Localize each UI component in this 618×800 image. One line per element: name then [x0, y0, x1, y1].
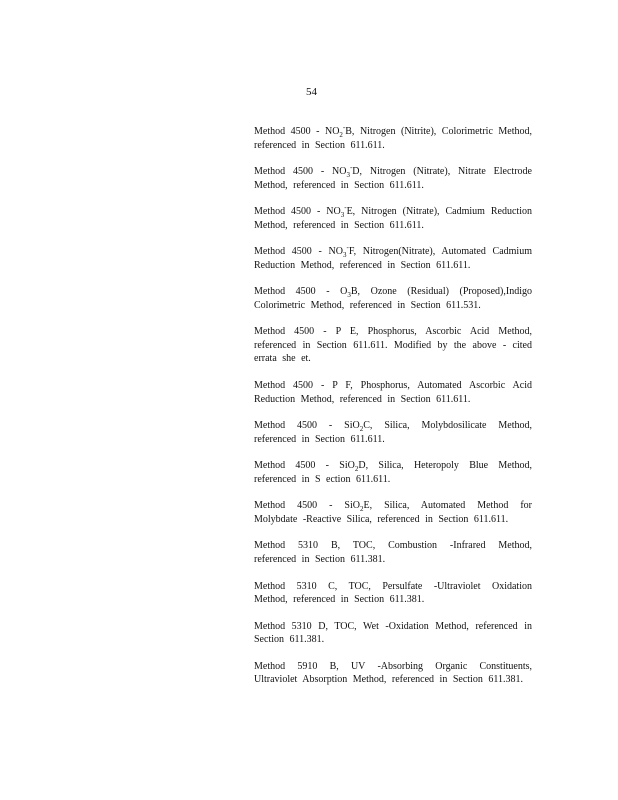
entry-subscript: 2 [359, 505, 364, 514]
entry-tail: B, Nitrogen (Nitrite), Colorimetric Method, referenced in Section 611.611. [254, 126, 532, 151]
entry-superscript: - [342, 123, 346, 132]
entry-tail: C, Silica, Molybdosilicate Method, referenced in Section 611.611. [254, 420, 533, 445]
list-item [254, 325, 532, 366]
entry-head: Method 4500 - SiO [254, 460, 355, 472]
entry-subscript: 2 [339, 131, 343, 139]
list-item [254, 620, 532, 647]
entry-subscript: 2 [359, 425, 364, 434]
entry-subscript: 3 [340, 211, 345, 220]
method-reference-list [254, 125, 532, 700]
entry-head: Method 4500 - NO [254, 126, 340, 137]
entry-head: Method 4500 - NO [254, 206, 341, 218]
entry-tail: E, Silica, Automated Method for Molybdate -Reactive Silica, referenced in Section 611.611. [254, 500, 532, 525]
entry-head: Method 5310 C, TOC, Persulfate -Ultraviolet Oxidation Method, referenced in Section 611.381. [254, 580, 532, 606]
page-number: 54 [306, 86, 317, 98]
list-item [254, 205, 532, 232]
list-item [254, 660, 532, 687]
entry-subscript: 3 [342, 251, 347, 260]
entry-head: Method 4500 - SiO [254, 420, 360, 432]
list-item [254, 285, 532, 312]
entry-head: Method 4500 - SiO [254, 500, 360, 512]
entry-head: Method 5310 B, TOC, Combustion -Infrared Method, referenced in Section 611.381. [254, 540, 532, 565]
entry-tail: E, Nitrogen (Nitrate), Cadmium Reduction Method, referenced in Section 611.611. [254, 206, 532, 231]
entry-head: Method 4500 - O [254, 286, 348, 298]
list-item [254, 580, 532, 607]
entry-head: Method 4500 - P F, Phosphorus, Automated Ascorbic Acid Reduction Method, referenced in Section 611.611. [254, 380, 532, 405]
list-item [254, 245, 532, 272]
entry-subscript: 2 [354, 465, 359, 474]
list-item [254, 125, 532, 152]
list-item [254, 459, 532, 486]
entry-subscript: 3 [346, 171, 350, 180]
entry-head: Method 4500 - NO [254, 166, 347, 178]
entry-head: Method 4500 - P E, Phosphorus, Ascorbic Acid Method, referenced in Section 611.611. Modified by the above - cited errata she et. [254, 326, 532, 365]
entry-superscript: - [346, 243, 349, 252]
list-item [254, 419, 532, 446]
entry-superscript: - [344, 203, 347, 212]
entry-tail: F, Nitrogen(Nitrate), Automated Cadmium Reduction Method, referenced in Section 611.611. [254, 246, 532, 271]
entry-head: Method 5310 D, TOC, Wet -Oxidation Method, referenced in Section 611.381. [254, 620, 532, 646]
entry-tail: B, Ozone (Residual) (Proposed),Indigo Colorimetric Method, referenced in Section 611.531. [254, 286, 532, 311]
entry-head: Method 4500 - NO [254, 246, 343, 258]
entry-tail: D, Silica, Heteropoly Blue Method, referenced in S ection 611.611. [254, 460, 533, 485]
entry-superscript: - [349, 163, 353, 172]
entry-tail: D, Nitrogen (Nitrate), Nitrate Electrode Method, referenced in Section 611.611. [254, 166, 532, 191]
list-item [254, 165, 532, 192]
entry-head: Method 5910 B, UV -Absorbing Organic Constituents, Ultraviolet Absorption Method, referenced in Section 611.381. [254, 660, 532, 686]
list-item [254, 539, 532, 566]
list-item [254, 379, 532, 406]
list-item [254, 499, 532, 526]
entry-subscript: 3 [347, 291, 351, 300]
